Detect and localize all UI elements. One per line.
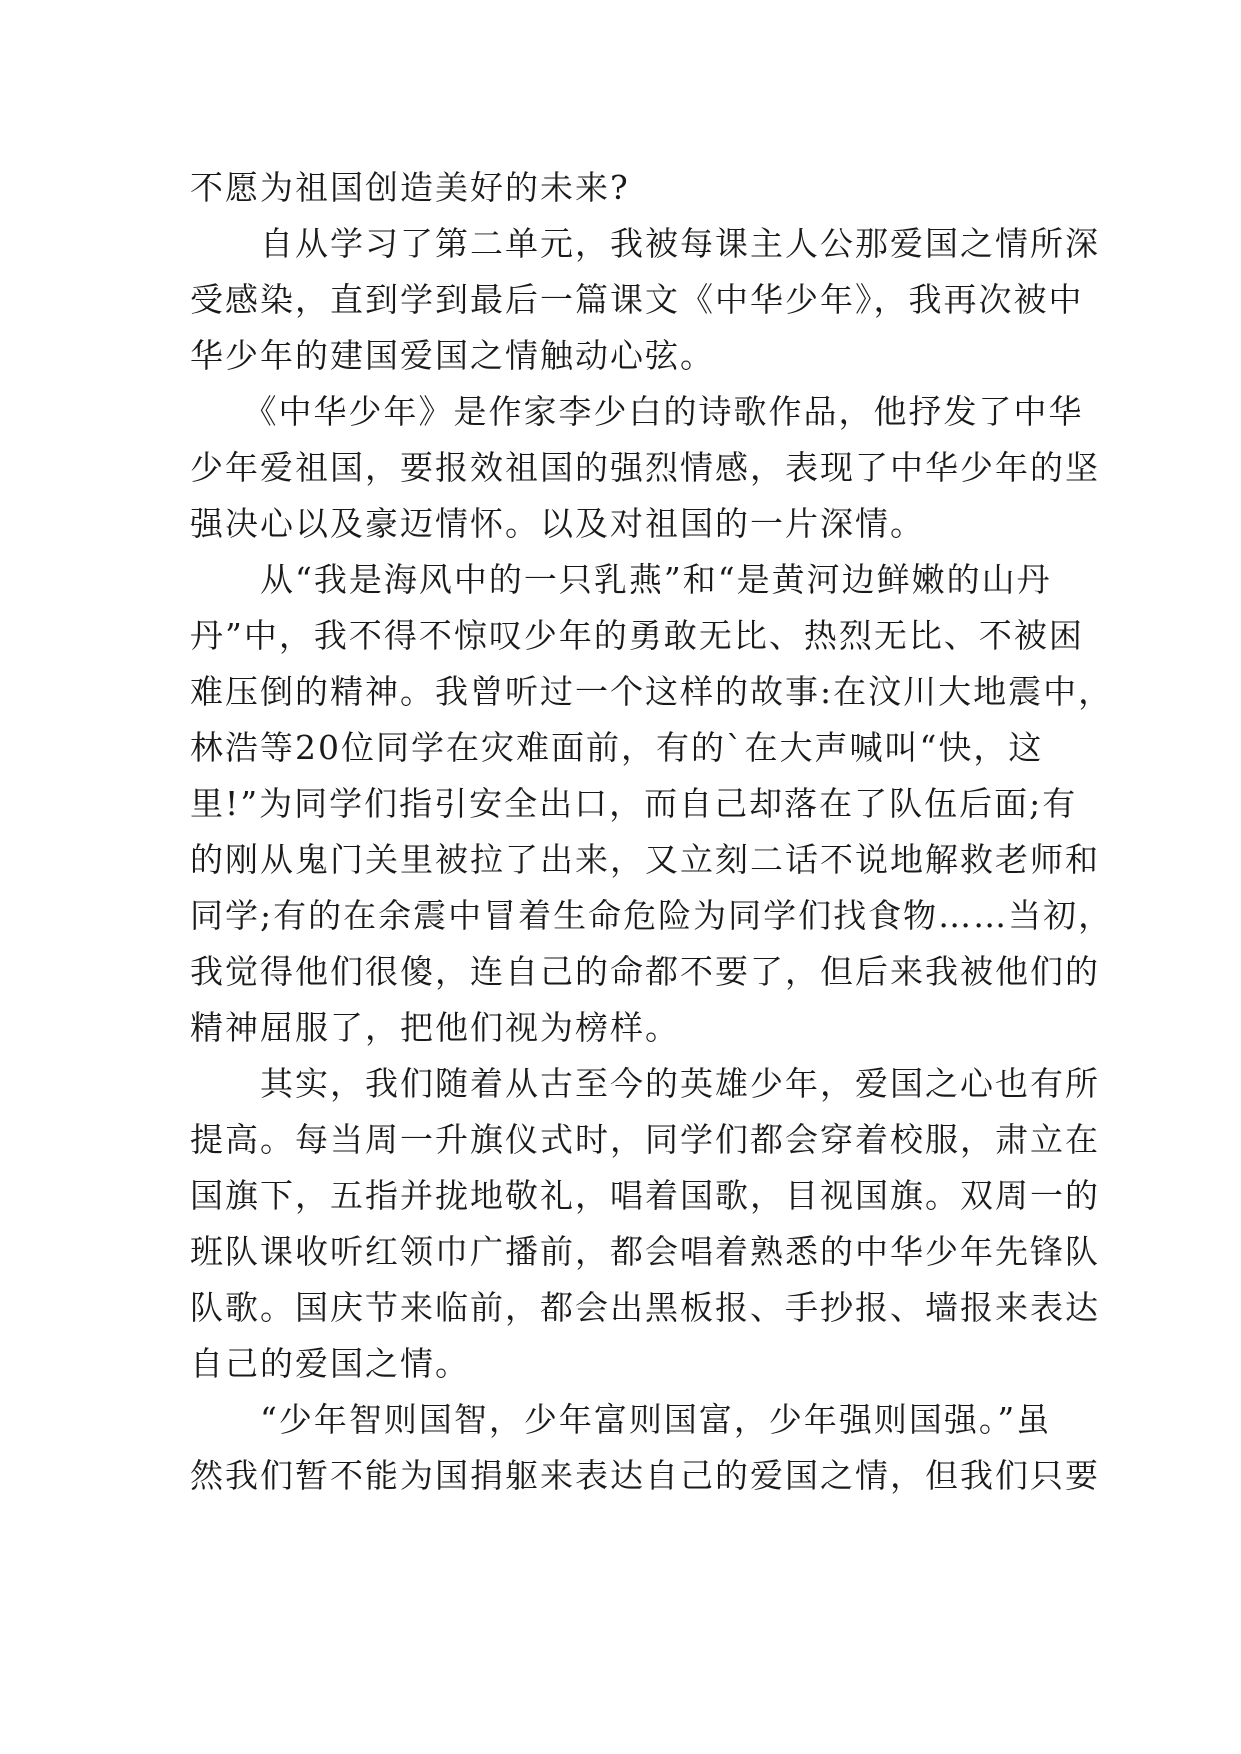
text-line: 从“我是海风中的一只乳燕”和“是黄河边鲜嫩的山丹 — [190, 560, 1052, 599]
text-line: 不愿为祖国创造美好的未来? — [190, 168, 630, 207]
text-line: 少年爱祖国，要报效祖国的强烈情感，表现了中华少年的坚 — [190, 448, 1100, 487]
text-line: 林浩等20位同学在灾难面前，有的`在大声喊叫“快，这 — [190, 728, 1044, 767]
text-line: 华少年的建国爱国之情触动心弦。 — [190, 336, 715, 375]
body-text — [190, 160, 1114, 1504]
text-line: 我觉得他们很傻，连自己的命都不要了，但后来我被他们的 — [190, 952, 1100, 991]
text-line: 自己的爱国之情。 — [190, 1344, 470, 1383]
text-line: 里!”为同学们指引安全出口，而自己却落在了队伍后面;有 — [190, 784, 1078, 823]
text-line: 国旗下，五指并拢地敬礼，唱着国歌，目视国旗。双周一的 — [190, 1176, 1100, 1215]
text-line: 同学;有的在余震中冒着生命危险为同学们找食物……当初， — [190, 896, 1114, 935]
text-line: 丹”中，我不得不惊叹少年的勇敢无比、热烈无比、不被困 — [190, 616, 1084, 655]
text-line: 队歌。国庆节来临前，都会出黑板报、手抄报、墙报来表达 — [190, 1288, 1100, 1327]
text-line: 班队课收听红领巾广播前，都会唱着熟悉的中华少年先锋队 — [190, 1232, 1100, 1271]
text-line: 《中华少年》是作家李少白的诗歌作品，他抒发了中华 — [190, 392, 1084, 431]
text-line: 受感染，直到学到最后一篇课文《中华少年》，我再次被中 — [190, 280, 1084, 319]
text-line: “少年智则国智，少年富则国富，少年强则国强。”虽 — [190, 1400, 1052, 1439]
text-line: 精神屈服了，把他们视为榜样。 — [190, 1008, 680, 1047]
text-line: 强决心以及豪迈情怀。以及对祖国的一片深情。 — [190, 504, 925, 543]
text-line: 自从学习了第二单元，我被每课主人公那爱国之情所深 — [190, 224, 1100, 263]
text-line: 然我们暂不能为国捐躯来表达自己的爱国之情，但我们只要 — [190, 1456, 1100, 1495]
text-line: 提高。每当周一升旗仪式时，同学们都会穿着校服，肃立在 — [190, 1120, 1100, 1159]
text-line: 的刚从鬼门关里被拉了出来，又立刻二话不说地解救老师和 — [190, 840, 1100, 879]
text-line: 其实，我们随着从古至今的英雄少年，爱国之心也有所 — [190, 1064, 1100, 1103]
text-line: 难压倒的精神。我曾听过一个这样的故事:在汶川大地震中， — [190, 672, 1114, 711]
